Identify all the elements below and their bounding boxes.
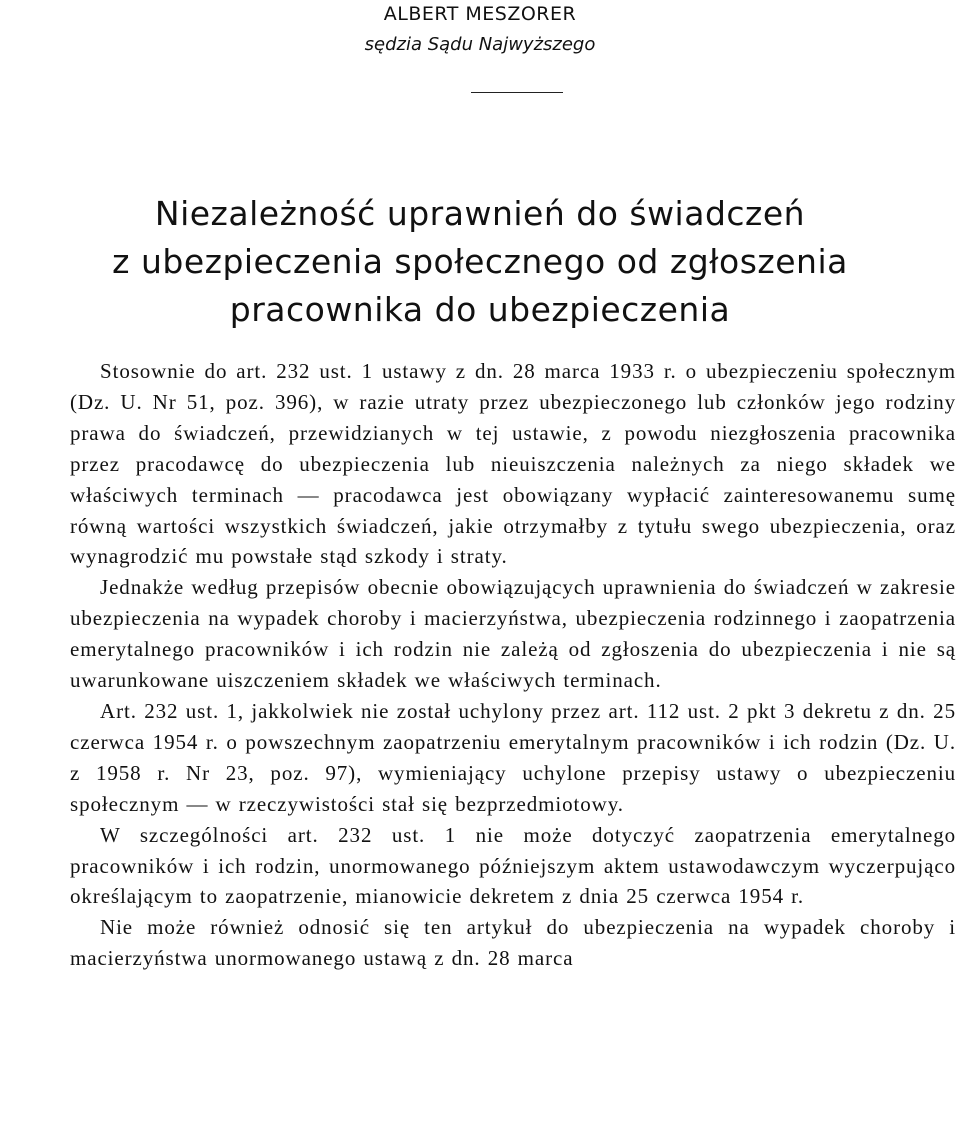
paragraph-2: Jednakże według przepisów obecnie obowiązujących uprawnienia do świadczeń w zakresie ubezpieczenia na wypadek choroby i macierzyństwa, ubezpieczenia rodzinnego i zaopatrzenia emerytalnego pracowników i ich rodzin nie zależą od zgłoszenia do ubezpieczenia i nie są uwarunkowane uiszczeniem składek we właściwych terminach.: [70, 575, 956, 693]
article-title: [0, 190, 960, 334]
article-body: [70, 356, 956, 974]
paragraph-5: Nie może również odnosić się ten artykuł do ubezpieczenia na wypadek choroby i macierzyństwa unormowanego ustawą z dn. 28 marca: [70, 915, 956, 971]
paragraph-4: W szczególności art. 232 ust. 1 nie może dotyczyć zaopatrzenia emerytalnego pracowników i ich rodzin, unormowanego późniejszym aktem ustawodawczym wyczerpująco określającym to zaopatrzenie, mianowicie dekretem z dnia 25 czerwca 1954 r.: [70, 822, 956, 909]
header-divider: [471, 92, 563, 93]
title-line-1: Niezależność uprawnień do świadczeń: [154, 194, 806, 233]
title-line-3: pracownika do ubezpieczenia: [229, 290, 731, 329]
title-line-2: z ubezpieczenia społecznego od zgłoszenia: [112, 242, 848, 281]
paragraph-3: Art. 232 ust. 1, jakkolwiek nie został uchylony przez art. 112 ust. 2 pkt 3 dekretu z dn. 25 czerwca 1954 r. o powszechnym zaopatrzeniu emerytalnym pracowników i ich rodzin (Dz. U. z 1958 r. Nr 23, poz. 97), wymieniający uchylone przepisy ustawy o ubezpieczeniu społecznym — w rzeczywistości stał się bezprzedmiotowy.: [70, 698, 956, 816]
paragraph-1: Stosownie do art. 232 ust. 1 ustawy z dn. 28 marca 1933 r. o ubezpieczeniu społecznym (Dz. U. Nr 51, poz. 396), w razie utraty przez ubezpieczonego lub członków jego rodziny prawa do świadczeń, przewidzianych w tej ustawie, z powodu niezgłoszenia pracownika przez pracodawcę do ubezpieczenia lub nieuiszczenia należnych za niego składek we właściwych terminach — pracodawca jest obowiązany wypłacić zainteresowanemu sumę równą wartości wszystkich świadczeń, jakie otrzymałby z tytułu swego ubezpieczenia, oraz wynagrodzić mu powstałe stąd szkody i straty.: [70, 359, 956, 569]
author-affiliation: sędzia Sądu Najwyższego: [364, 34, 596, 55]
author-name: ALBERT MESZORER: [383, 3, 577, 25]
